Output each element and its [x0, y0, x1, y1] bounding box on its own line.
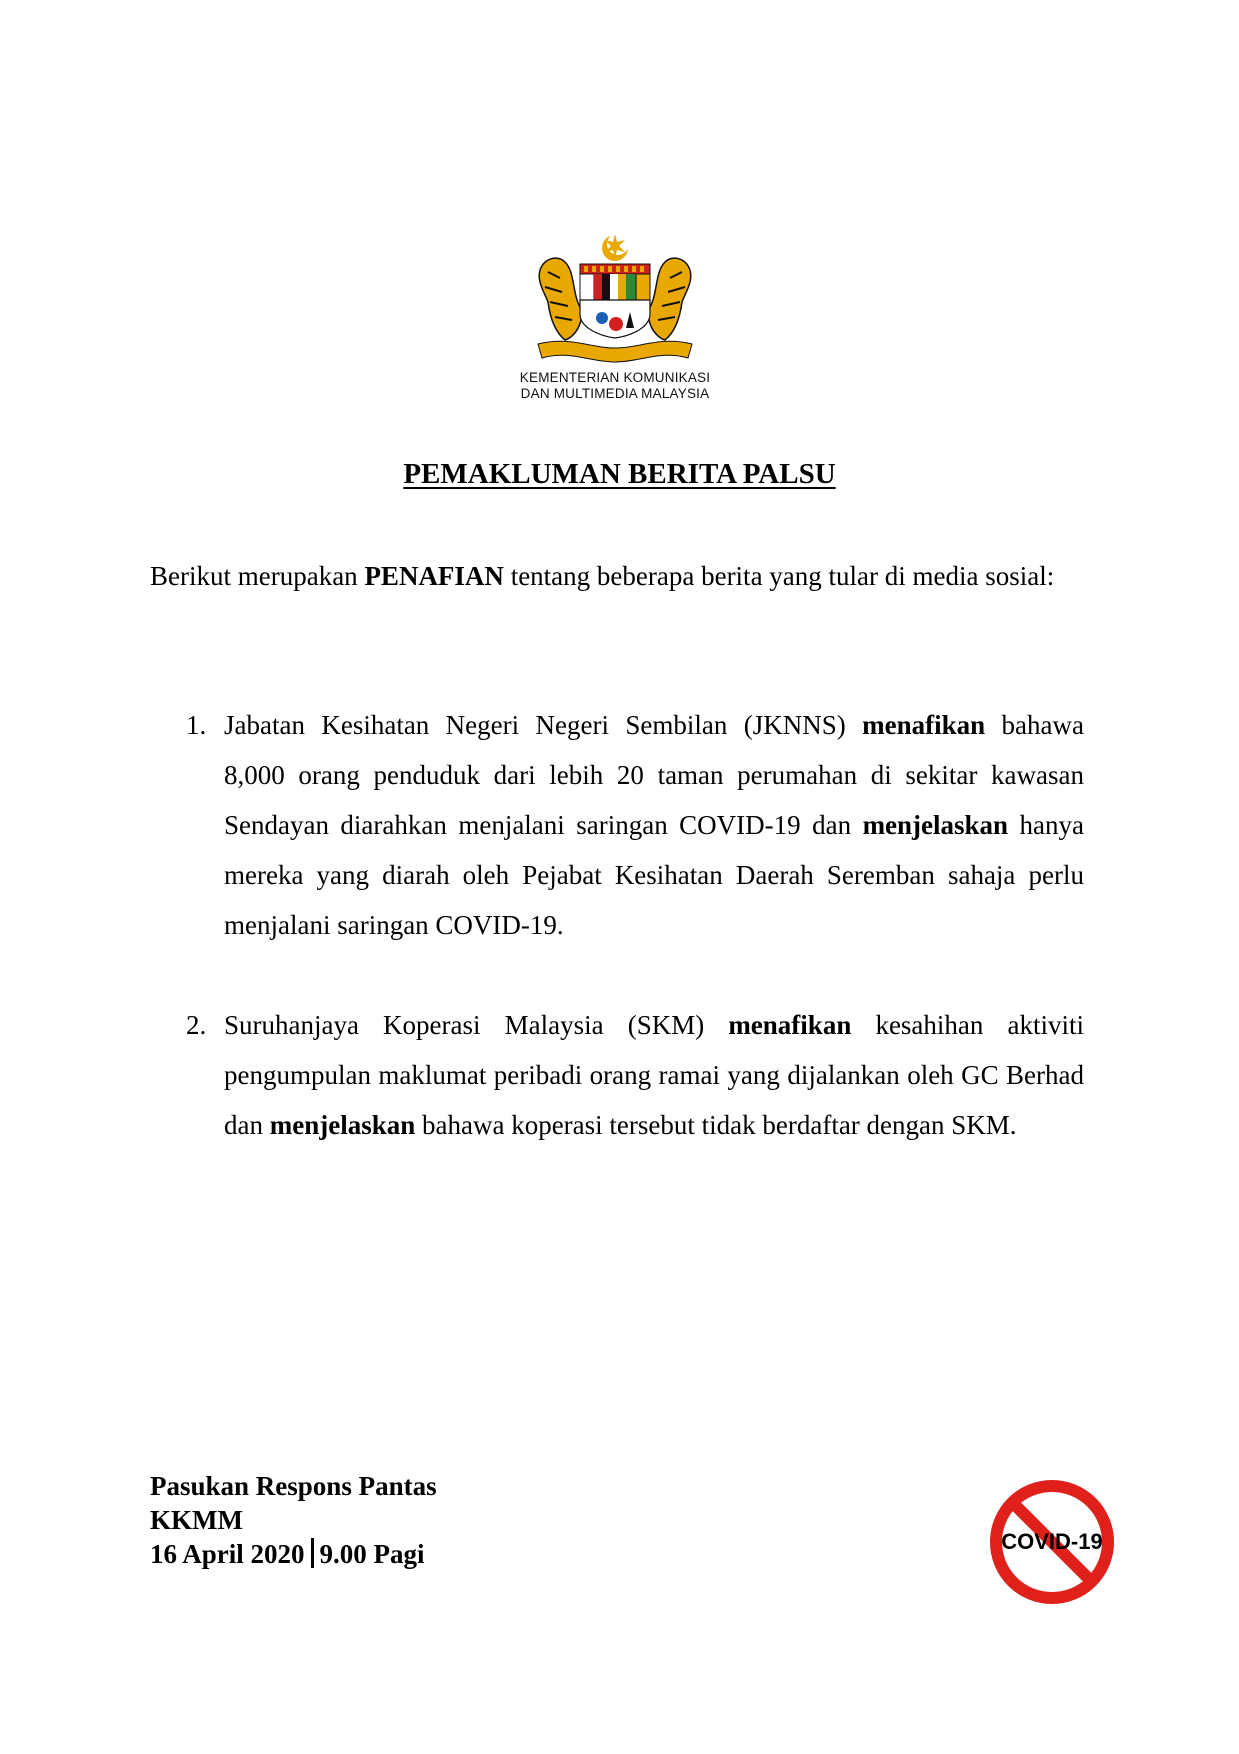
list-item-number: 2.	[186, 1010, 207, 1040]
ministry-line-1: KEMENTERIAN KOMUNIKASI	[519, 370, 711, 385]
item-bold: menjelaskan	[862, 810, 1009, 840]
intro-text-after: tentang beberapa berita yang tular di media sosial:	[503, 561, 1055, 591]
item-text: Jabatan Kesihatan Negeri Negeri Sembilan (JKNNS)	[224, 710, 863, 740]
intro-paragraph	[150, 551, 1084, 601]
signature-block	[150, 1469, 437, 1571]
date: 16 April 2020	[150, 1539, 305, 1569]
item-text: Suruhanjaya Koperasi Malaysia (SKM)	[224, 1010, 729, 1040]
item-text: kesahihan aktiviti pengumpulan maklumat peribadi orang ramai yang dijalankan oleh GC Berhad dan	[224, 1010, 1084, 1140]
intro-bold: PENAFIAN	[364, 561, 504, 591]
item-text: hanya mereka yang diarah oleh Pejabat Kesihatan Daerah Seremban sahaja perlu menjalani saringan COVID-19.	[224, 810, 1085, 940]
item-text: bahawa 8,000 orang penduduk dari lebih 20 taman perumahan di sekitar kawasan Sendayan diarahkan menjalani saringan COVID-19 dan	[224, 710, 1084, 840]
list-item-text	[224, 1000, 1084, 1150]
document-title: PEMAKLUMAN BERITA PALSU	[403, 458, 836, 490]
ministry-line-2: DAN MULTIMEDIA MALAYSIA	[520, 386, 710, 401]
item-text: bahawa koperasi tersebut tidak berdaftar dengan SKM.	[415, 1110, 1017, 1140]
date-time	[150, 1537, 437, 1571]
intro-text-before: Berikut merupakan	[150, 561, 365, 591]
divider	[311, 1538, 314, 1568]
time: 9.00 Pagi	[319, 1539, 425, 1569]
list-item-number: 1.	[186, 710, 207, 740]
item-bold: menjelaskan	[269, 1110, 416, 1140]
item-bold: menafikan	[728, 1010, 852, 1040]
coat-of-arms-logo	[530, 232, 700, 367]
ministry-abbreviation: KKMM	[150, 1505, 243, 1535]
item-bold: menafikan	[862, 710, 986, 740]
list-item-text	[224, 700, 1084, 950]
no-covid-icon	[988, 1478, 1116, 1606]
team-name: Pasukan Respons Pantas	[150, 1471, 437, 1501]
ministry-name	[470, 370, 760, 402]
covid-sign-text: COVID-19	[1001, 1529, 1103, 1554]
